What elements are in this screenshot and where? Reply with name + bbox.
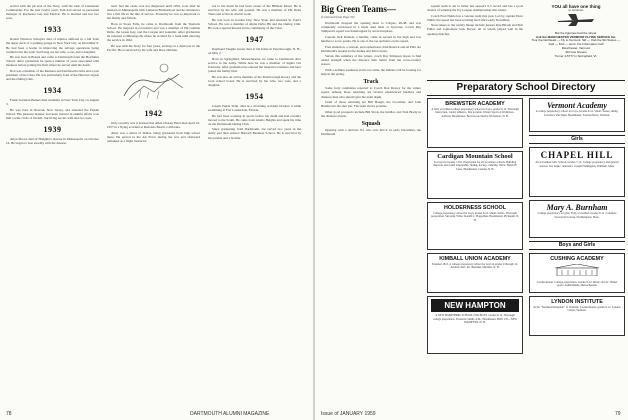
- school-name: BREWSTER ACADEMY: [445, 101, 505, 107]
- school-description: Founded 1813. A college preparatory school for boys in grades 9 through 12. Address: Rev. Dr. Sherman, Meriden, N. H.: [431, 262, 519, 269]
- article-paragraph: Born in Springfield, Massachusetts, he came to Dartmouth after service in the Army. While here he was a member of Sigma Chi fraternity. After graduation he entered the insurance business and later joined the family firm.: [208, 56, 301, 74]
- school-ad: [529, 200, 625, 238]
- school-ad: [529, 296, 625, 336]
- section-subhead: Track: [363, 79, 379, 86]
- ad-text: Turner 4-5777 in Springfield, Vt.: [554, 53, 598, 58]
- directory-right-column: [529, 98, 625, 404]
- school-name: Mary A. Burnham: [546, 203, 608, 212]
- article-paragraph: Only recently was it learned that Allen Charles Hunt died April 16, 1957 in a flying accident at Redondo Beach, California.: [107, 121, 200, 130]
- article-paragraph: Allen was a native of Dallas, being graduated from high school there. He served in the Air Force during the war and afterward remained as a flight instructor.: [107, 130, 200, 143]
- school-description: A college preparatory school for boys. Grades 9-12. Small classes, skiing. Lawrence Van Dyke, Headmaster, Saxtons River, Vermont.: [535, 110, 619, 117]
- school-ad: [427, 202, 523, 250]
- flying-service-ad: [529, 4, 623, 76]
- article-paragraph: Frank Soloman Bennet died suddenly in New York City on August 3.: [6, 98, 99, 107]
- class-year-heading: 1942: [144, 109, 163, 119]
- article-paragraph: Dartmouth dropped the opening meet to Colgate, 48-48, and was completely outclassed in a triple dual meet at Syracuse. Coach Ray Stimpson's squad was handicapped by several injuries.: [321, 21, 421, 34]
- right-column-1: [321, 4, 421, 404]
- school-description: College preparatory for girls. Fully accredited. Grades 9-12. Complete Secretarial Course. Northampton, Mass.: [537, 212, 617, 219]
- article-paragraph: Versus this summary of the winter, coach Ray Stimpson hopes to find added strength when the distance men return from the cross-country season.: [321, 54, 421, 67]
- article-paragraph: Chief of those returning are Bill Hough, the two-miler, and John Hundred in the shot put. The team shows promise.: [321, 100, 421, 109]
- sketch-illustration: [119, 56, 189, 104]
- directory-section-head: Girls: [529, 135, 625, 144]
- page-number-left: 78: [6, 411, 12, 417]
- article-paragraph: Coach Fred Nuttle has a veteran team this year. Led by captain Dave Smith, the squad has been working hard since early November.: [427, 13, 523, 22]
- directory-section-head: Boys and Girls: [529, 241, 625, 250]
- school-ad: [529, 253, 625, 293]
- class-year-heading: 1933: [43, 25, 62, 35]
- school-description: For boys in Grades 7-8-9. Preparation for all secondary schools. Building character and sound scholarship. Skiing, hockey, camping. Write: Harold F. Jones, Headmaster, Canaan, N. H.: [432, 160, 518, 171]
- class-year-heading: 1954: [245, 91, 264, 101]
- school-name: NEW HAMPTON: [431, 299, 519, 312]
- left-column-2: [107, 4, 200, 404]
- left-column-3: [208, 4, 301, 404]
- class-year-heading: 1947: [245, 35, 264, 45]
- school-ad: [427, 98, 523, 148]
- article-paragraph: Other good prospects include Bill Stroh, the hurdler, and Tom Brady in the distance events.: [321, 109, 421, 118]
- ad-subline: in common: [568, 8, 584, 12]
- left-column-1: [6, 4, 99, 404]
- campus-building-icon: [552, 264, 602, 276]
- article-paragraph: Raymond Vaughn Green died at his home in Peterborough, N. H., on May 2.: [208, 47, 301, 56]
- article-paragraph: Robert Winslow Schuyler died of injuries suffered in a fall from the upper deck of a parking garage in New York City on December 6. He had been a leader in improving the salvage operations being conducted in the Gulf. Surviving are his wife, a son, and a daughter.: [6, 37, 99, 54]
- article-paragraph: Joseph Fields Sidle, died in a drowning accident October 4 while swimming at Fort Lauderdale, Florida.: [208, 103, 301, 112]
- right-page: [315, 0, 628, 420]
- article-paragraph: With a definite weakness in the two-mile, the Indians will be looking for help in the spring.: [321, 68, 421, 77]
- page-number-right: 79: [615, 411, 621, 417]
- article-paragraph: Opening with a decisive 8-1 win over M.I.T. in early December, the Dartmouth: [321, 128, 421, 137]
- school-description: A fully accredited college preparatory school for boys, grades 9-12. Thorough instruction, varsity athletics, fine location. Winter Sports at Wolfeboro. Address: Headmaster, Brewster Academy, Wolfeboro, N. H.: [431, 107, 519, 118]
- ad-text: But the figurines had the wheel.: [554, 30, 598, 35]
- article-paragraph: Newcomers to the varsity lineup include juniors Pete Hirsch and Bob Fuller and sophomore Jack Dwyer, all of whom played well in the opening matches.: [427, 23, 523, 36]
- class-year-heading: 1939: [43, 125, 62, 135]
- article-paragraph: He was born in Garden City, New York, and attended St. Paul's School. He was a member of Alpha Delta Phi and the Outing Club. He took a special interest in the community of the Class.: [208, 17, 301, 30]
- school-name: LYNDON INSTITUTE: [551, 299, 603, 305]
- school-name: CHAPEL HILL: [540, 150, 614, 160]
- school-description: A NEW HAMPSHIRE SCHOOL FOR BOYS. Grades 9-12. Thorough college preparation. Frederick Smith, A.M., Headmaster. BOX 170—NEW HAMPTON, N. H.: [432, 314, 518, 324]
- article-paragraph: He was with the Navy for four years, serving on a destroyer in the Pacific. He is survived by his wife and three children.: [107, 43, 200, 52]
- article-paragraph: He was also an active member of the Peterborough Rotary and the local school board. He is survived by his wife, two sons, and a daughter.: [208, 74, 301, 87]
- article-paragraph: ion to his death he had been owner of the Hillside Motel. He is survived by his wife and parents. He was a member of Phi Delta Theta and active in church work.: [208, 4, 301, 17]
- left-page: [0, 0, 313, 420]
- continued-note: (Continued from Page 30): [321, 15, 355, 19]
- article-paragraph: He had been working in sports before his death and had recently moved to the South. He came from Alamo Heights and spent his time on the Dartmouth Outing Club.: [208, 113, 301, 126]
- school-name: Cardigan Mountain School: [437, 153, 513, 160]
- school-ad: [427, 253, 523, 293]
- class-year-heading: 1934: [43, 86, 62, 96]
- article-paragraph: Some forty candidates reported to Coach Don Dewey for the winter squad. Among those returning are several experienced hurdlers and distance men who should give the team depth.: [321, 86, 421, 99]
- school-description: An accredited Girls' School. Grades 7-12. College preparatory and general courses. Art, music, dramatics. Joseph Flemington, Waltham, Mass.: [535, 161, 619, 168]
- article-paragraph: He was born in Newark, New Jersey, and attended the Peddie School. His pleasant manner and keen interest in alumni affairs won him a wide circle of friends. Surviving are his wife and two sons.: [6, 108, 99, 121]
- airplane-icon: [556, 13, 596, 27]
- article-headline: Big Green Teams—: [321, 4, 396, 14]
- directory-title: Preparatory School Directory: [427, 80, 625, 96]
- issue-footer: Issue of JANUARY 1959: [321, 411, 376, 417]
- school-name: Vermont Academy: [547, 101, 607, 110]
- ad-text: Ask the MANCHESTER VERMONT FLYING SERVICE Inc.: [535, 34, 617, 39]
- article-paragraph: Captain Jack Daniels, a hurdler, came in second in the high and low hurdles to score points. He is one of the top sprinters on the squad.: [321, 34, 421, 43]
- school-description: College preparatory school for boys, grades 9-12. Small classes. Thorough preparation. Ski team. Write: Donald C. Hagerman, Headmaster, Plymouth, N. H.: [431, 211, 519, 222]
- magazine-footer: DARTMOUTH ALUMNI MAGAZINE: [190, 411, 270, 417]
- article-paragraph: squash team is out to better last season's 9-5 record and has a good chance of winning the Ivy League championship this winter.: [427, 4, 523, 13]
- school-name: KIMBALL UNION ACADEMY: [439, 256, 511, 262]
- school-description: In the "Northeast Kingdom" of Vermont. Coeducational, grades 9-12. Lyndon Center, Vermont.: [533, 305, 621, 312]
- school-description: Coeducational. College preparation. Grades 9-12. Music and art. Winter sports. Ashburnham, Massachusetts.: [536, 280, 618, 287]
- ad-text: Manchester, Vermont: [561, 45, 591, 50]
- directory-left-column: [427, 98, 523, 404]
- school-name: CUSHING ACADEMY: [550, 256, 604, 262]
- article-paragraph: Bob was a member of the Reunion and Dartmouth Clubs and a past president of the Class. He was particularly fond of the Hanover region and the Outing Club.: [6, 69, 99, 82]
- article-paragraph: nan't feel the cause was not diagnosed until 1950, soon after he entered on Minneapolis with Lutheran Brotherhood and he returned to live a full life in the line of service. Fraternity he was so important to his family and friends.: [107, 4, 200, 21]
- article-paragraph: Allyn Moore died of Hodgkin's disease in Minneapolis on October 16. He began to lose steadily with the disease.: [6, 137, 99, 146]
- ad-text: Tell Gus Greene: [565, 49, 587, 54]
- school-ad: [529, 147, 625, 197]
- article-paragraph: served with the pit area of the Navy, with the rank of Lieutenant Commander. For the past twelve years Tom had served as personnel manager of Rochester Gas and Electric. He is married and has two sons.: [6, 4, 99, 21]
- school-ad: [427, 151, 523, 199]
- article-paragraph: Since graduating from Dartmouth, Joe served two years in the Army and then entered Harvard Business School. He is survived by his parents and a brother.: [208, 127, 301, 140]
- article-paragraph: He was born in Bristol and came to Dartmouth from the Hotchkiss School. After graduation he spent a number of years associated with business before joining the firm where he served until his death.: [6, 55, 99, 68]
- ad-text: Tour the Northeast — Fly to Vermont. Ski — Visit the Ski Slopes — Golf — Fish — Hunt. For Information Call: [531, 38, 621, 47]
- article-paragraph: Born in Sioux Falls, he came to Dartmouth from the Shattuck School. He majored in economics and was a member of Phi Gamma Delta, the Green Key, and the Casque and Gauntlet. After graduation he returned to Minneapolis where he worked for a bank until entering the service in 1942.: [107, 21, 200, 43]
- article-paragraph: Fred Anderson, a veteran, and sophomores John Rearick and Al Pilot are Dartmouth's leaders in the dashes and field events.: [321, 44, 421, 53]
- ad-headline: YOU all have one thing: [551, 4, 601, 9]
- section-subhead: Squash: [361, 120, 381, 127]
- right-column-2: [427, 4, 523, 90]
- school-ad: [529, 98, 625, 132]
- school-ad: [427, 296, 523, 354]
- school-name: HOLDERNESS SCHOOL: [444, 205, 506, 211]
